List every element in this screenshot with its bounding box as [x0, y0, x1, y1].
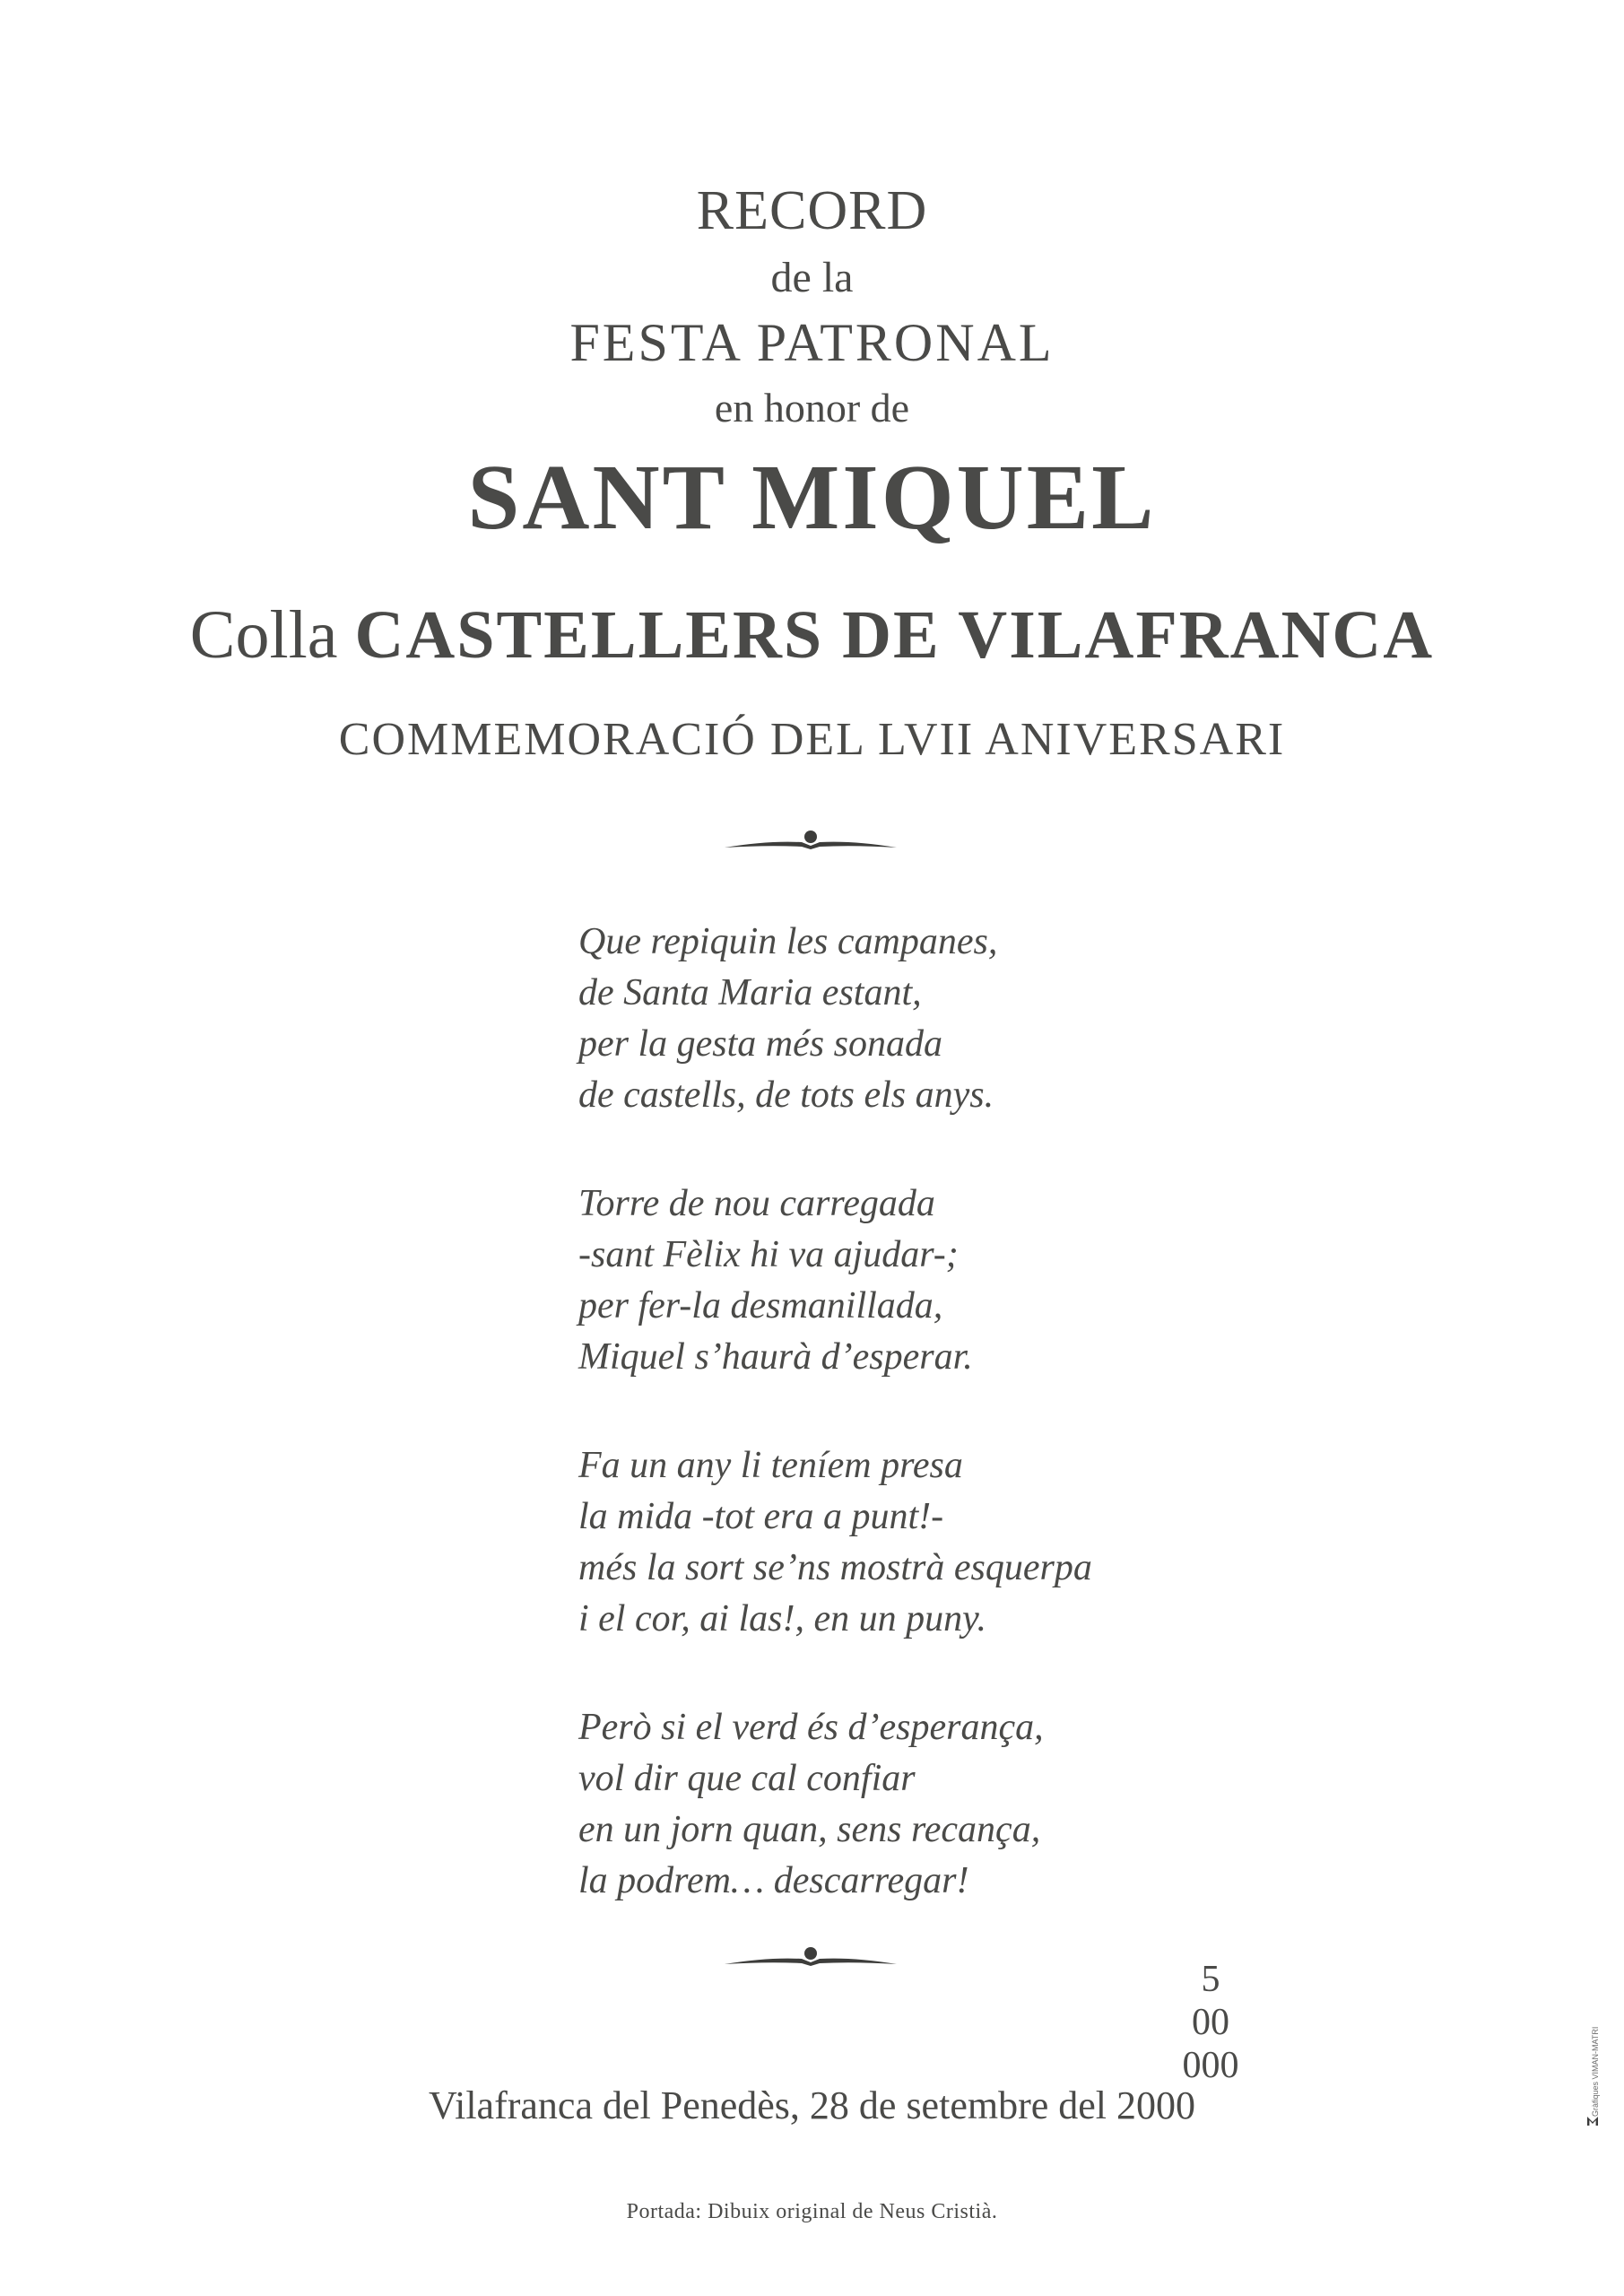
poem-line: per la gesta més sonada — [578, 1023, 942, 1065]
poem-line: la mida -tot era a punt!- — [578, 1496, 944, 1537]
poem-line: Miquel s’haurà d’esperar. — [578, 1336, 973, 1378]
poem-line: més la sort se’ns mostrà esquerpa — [578, 1547, 1092, 1588]
poem-line: i el cor, ai las!, en un puny. — [578, 1598, 986, 1639]
poem-line: Però si el verd és d’esperança, — [578, 1707, 1044, 1748]
poem-stanza-1 — [578, 917, 1385, 1121]
poem-stanza-3 — [578, 1440, 1385, 1645]
place-and-date: Vilafranca del Penedès, 28 de setembre del 2000 — [428, 2083, 1196, 2127]
poem-line: per fer-la desmanillada, — [578, 1285, 943, 1326]
printer-imprint — [1584, 1991, 1602, 2126]
title-festa-patronal: FESTA PATRONAL — [569, 313, 1055, 372]
colla-prefix: Colla — [189, 597, 338, 673]
poem-stanza-4 — [578, 1702, 1385, 1907]
title-de-la: de la — [770, 254, 854, 301]
anniversary-heading: COMMEMORACIÓ DEL LVII ANIVERSARI — [338, 714, 1286, 765]
title-sant-miquel: SANT MIQUEL — [467, 446, 1157, 549]
poem-line: de castells, de tots els anys. — [578, 1074, 994, 1116]
poem-line: la podrem… descarregar! — [578, 1860, 969, 1901]
poem-line: vol dir que cal confiar — [578, 1758, 916, 1799]
dot-divider-icon — [725, 1946, 897, 1970]
dot-divider-icon — [725, 830, 897, 853]
printer-logo-icon — [1587, 2117, 1598, 2126]
poem-stanza-2 — [578, 1178, 1385, 1383]
printer-name: Gràfiques VIMAN-MATRI — [1591, 2026, 1600, 2117]
poem-line: Que repiquin les campanes, — [578, 921, 998, 962]
colla-name: CASTELLERS DE VILAFRANCA — [354, 597, 1435, 673]
poem-line: Fa un any li teníem presa — [578, 1445, 963, 1486]
poem-line: de Santa Maria estant, — [578, 972, 922, 1013]
castle-figure-row-2: 00 — [1192, 2002, 1229, 2043]
title-record: RECORD — [696, 180, 928, 241]
poem-line: Torre de nou carregada — [578, 1183, 935, 1224]
colla-heading — [0, 596, 1624, 674]
castle-figure-row-1: 5 — [1201, 1959, 1220, 2000]
poem — [578, 917, 1385, 1964]
title-en-honor-de: en honor de — [714, 385, 910, 430]
cover-credit: Portada: Dibuix original de Neus Cristià. — [626, 2200, 998, 2223]
poem-line: -sant Fèlix hi va ajudar-; — [578, 1234, 959, 1275]
castle-figure-row-3: 000 — [1182, 2045, 1239, 2086]
poem-line: en un jorn quan, sens recança, — [578, 1809, 1041, 1850]
